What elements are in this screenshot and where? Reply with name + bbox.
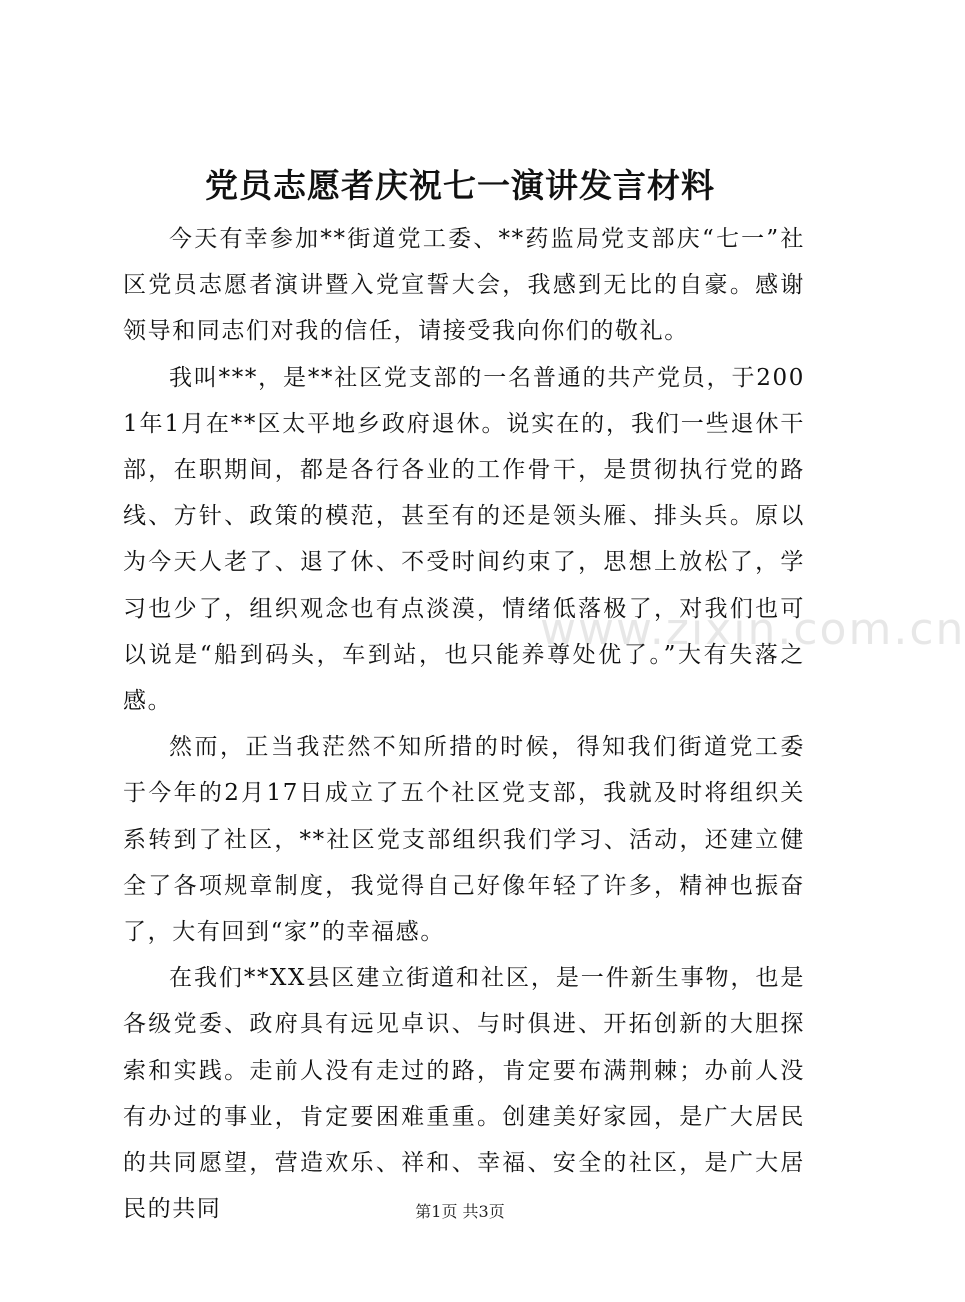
paragraph-2: 我叫***，是**社区党支部的一名普通的共产党员，于2001年1月在**区太平地乡政府退休。说实在的，我们一些退休干部，在职期间，都是各行各业的工作骨干，是贯彻执行党的路线、方针、政策的模范，甚至有的还是领头雁、排头兵。原以为今天人老了、退了休、不受时间约束了，思想上放松了，学习也少了，组织观念也有点淡漠，情绪低落极了，对我们也可以说是“船到码头，车到站，也只能养尊处优了。”大有失落之感。 [123, 364, 805, 715]
document-body [123, 216, 805, 1232]
watermark: www.zixin.com.cn [540, 604, 965, 655]
page-footer: 第1页 共3页 [415, 1202, 505, 1221]
document-title: 党员志愿者庆祝七一演讲发言材料 [205, 166, 715, 205]
paragraph-3: 然而，正当我茫然不知所措的时候，得知我们街道党工委于今年的2月17日成立了五个社区党支部，我就及时将组织关系转到了社区，**社区党支部组织我们学习、活动，还建立健全了各项规章制度，我觉得自己好像年轻了许多，精神也振奋了，大有回到“家”的幸福感。 [123, 734, 805, 946]
paragraph-4: 在我们**XX县区建立街道和社区，是一件新生事物，也是各级党委、政府具有远见卓识、与时俱进、开拓创新的大胆探索和实践。走前人没有走过的路，肯定要布满荆棘；办前人没有办过的事业，肯定要困难重重。创建美好家园，是广大居民的共同愿望，营造欢乐、祥和、幸福、安全的社区，是广大居民的共同 [123, 965, 805, 1223]
paragraph-1: 今天有幸参加**街道党工委、**药监局党支部庆“七一”社区党员志愿者演讲暨入党宣誓大会，我感到无比的自豪。感谢领导和同志们对我的信任，请接受我向你们的敬礼。 [123, 226, 805, 345]
